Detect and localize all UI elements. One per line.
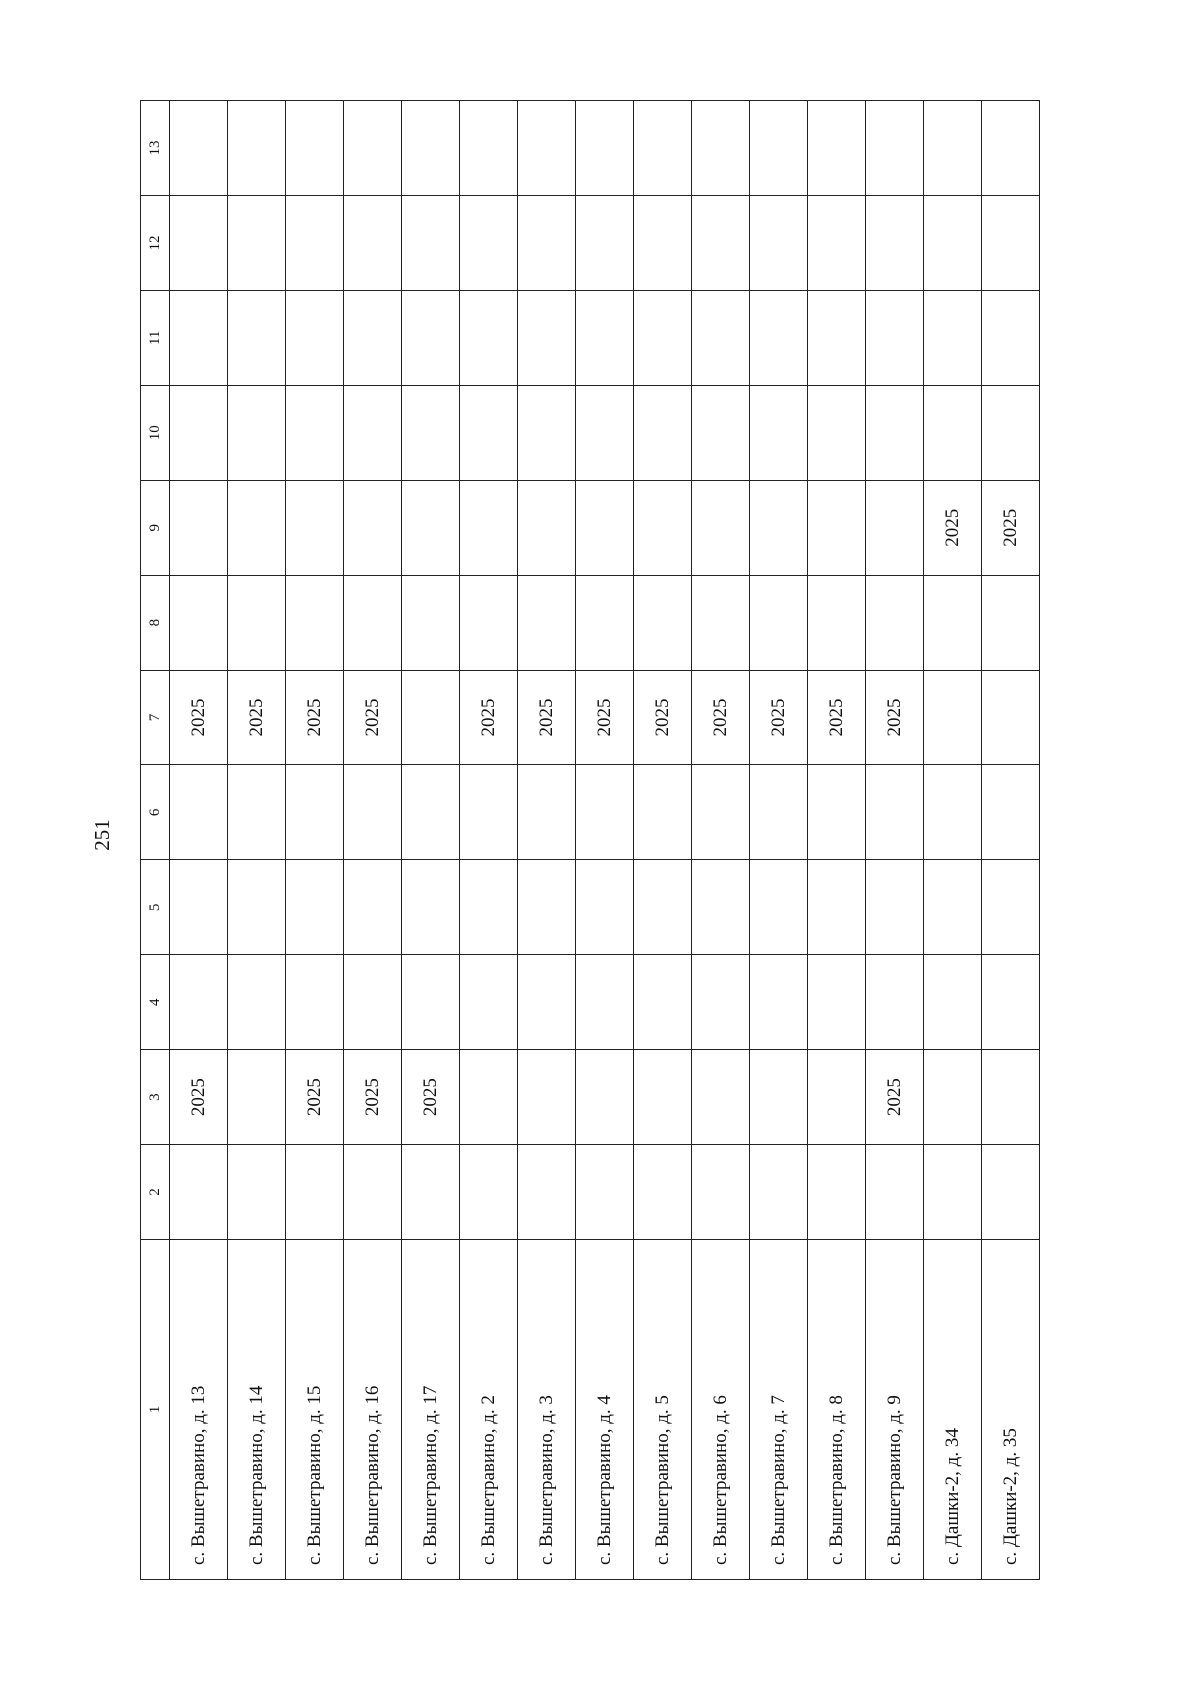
year-cell: 2025 xyxy=(460,670,518,765)
year-cell xyxy=(344,575,402,670)
year-cell xyxy=(750,575,808,670)
year-cell xyxy=(170,860,228,955)
year-cell xyxy=(692,575,750,670)
year-cell xyxy=(982,290,1040,385)
year-cell xyxy=(866,765,924,860)
table-row xyxy=(750,101,808,1580)
address-cell: с. Вышетравино, д. 8 xyxy=(808,1240,866,1580)
year-cell xyxy=(402,765,460,860)
table-row xyxy=(170,101,228,1580)
year-cell xyxy=(286,480,344,575)
year-cell xyxy=(750,385,808,480)
year-cell xyxy=(924,385,982,480)
year-cell xyxy=(518,1050,576,1145)
year-cell: 2025 xyxy=(170,670,228,765)
rotated-table-container xyxy=(140,100,1060,1580)
year-cell xyxy=(866,860,924,955)
year-cell xyxy=(692,765,750,860)
year-cell xyxy=(460,860,518,955)
year-cell xyxy=(750,196,808,291)
schedule-table xyxy=(140,100,1040,1580)
year-cell xyxy=(982,1050,1040,1145)
year-cell xyxy=(982,196,1040,291)
year-cell: 2025 xyxy=(576,670,634,765)
column-header: 7 xyxy=(141,670,170,765)
year-cell xyxy=(576,575,634,670)
year-cell xyxy=(460,480,518,575)
year-cell xyxy=(228,575,286,670)
year-cell xyxy=(692,1145,750,1240)
year-cell xyxy=(228,860,286,955)
column-header: 12 xyxy=(141,196,170,291)
table-row xyxy=(866,101,924,1580)
year-cell xyxy=(692,860,750,955)
year-cell: 2025 xyxy=(750,670,808,765)
table-row xyxy=(924,101,982,1580)
year-cell xyxy=(924,196,982,291)
year-cell xyxy=(866,290,924,385)
year-cell xyxy=(982,765,1040,860)
year-cell xyxy=(924,1145,982,1240)
year-cell xyxy=(750,1145,808,1240)
column-header: 2 xyxy=(141,1145,170,1240)
year-cell xyxy=(634,1050,692,1145)
year-cell xyxy=(402,860,460,955)
table-row xyxy=(982,101,1040,1580)
address-cell: с. Вышетравино, д. 3 xyxy=(518,1240,576,1580)
year-cell xyxy=(228,1050,286,1145)
year-cell xyxy=(634,1145,692,1240)
year-cell xyxy=(982,1145,1040,1240)
address-cell: с. Вышетравино, д. 2 xyxy=(460,1240,518,1580)
address-cell: с. Вышетравино, д. 13 xyxy=(170,1240,228,1580)
year-cell xyxy=(866,1145,924,1240)
year-cell xyxy=(634,196,692,291)
year-cell xyxy=(634,575,692,670)
year-cell xyxy=(228,955,286,1050)
year-cell xyxy=(808,196,866,291)
year-cell xyxy=(808,290,866,385)
year-cell xyxy=(344,385,402,480)
year-cell xyxy=(634,290,692,385)
year-cell xyxy=(402,385,460,480)
year-cell xyxy=(170,385,228,480)
year-cell xyxy=(228,765,286,860)
address-cell: с. Вышетравино, д. 15 xyxy=(286,1240,344,1580)
year-cell xyxy=(228,290,286,385)
year-cell xyxy=(344,955,402,1050)
table-row xyxy=(228,101,286,1580)
year-cell xyxy=(750,101,808,196)
year-cell xyxy=(460,765,518,860)
year-cell xyxy=(808,955,866,1050)
year-cell xyxy=(576,765,634,860)
year-cell xyxy=(170,575,228,670)
year-cell xyxy=(286,101,344,196)
year-cell xyxy=(808,1145,866,1240)
year-cell xyxy=(170,765,228,860)
year-cell xyxy=(924,1050,982,1145)
table-header-row xyxy=(141,101,170,1580)
year-cell xyxy=(982,575,1040,670)
year-cell xyxy=(866,385,924,480)
year-cell xyxy=(228,1145,286,1240)
address-cell: с. Вышетравино, д. 17 xyxy=(402,1240,460,1580)
year-cell xyxy=(576,1050,634,1145)
year-cell xyxy=(170,101,228,196)
year-cell xyxy=(634,765,692,860)
year-cell xyxy=(286,385,344,480)
table-row xyxy=(460,101,518,1580)
year-cell xyxy=(982,385,1040,480)
year-cell xyxy=(692,480,750,575)
column-header: 6 xyxy=(141,765,170,860)
address-cell: с. Вышетравино, д. 14 xyxy=(228,1240,286,1580)
year-cell xyxy=(924,290,982,385)
year-cell xyxy=(402,101,460,196)
year-cell xyxy=(518,575,576,670)
year-cell xyxy=(576,1145,634,1240)
year-cell xyxy=(692,385,750,480)
year-cell xyxy=(460,196,518,291)
year-cell: 2025 xyxy=(286,1050,344,1145)
year-cell xyxy=(692,955,750,1050)
column-header: 8 xyxy=(141,575,170,670)
column-header: 1 xyxy=(141,1240,170,1580)
table-body xyxy=(170,101,1040,1580)
year-cell xyxy=(344,101,402,196)
table-row xyxy=(576,101,634,1580)
year-cell xyxy=(170,196,228,291)
year-cell xyxy=(692,196,750,291)
year-cell xyxy=(750,480,808,575)
year-cell xyxy=(808,480,866,575)
year-cell xyxy=(924,575,982,670)
year-cell xyxy=(634,101,692,196)
year-cell xyxy=(924,860,982,955)
year-cell xyxy=(750,1050,808,1145)
address-cell: с. Вышетравино, д. 6 xyxy=(692,1240,750,1580)
year-cell xyxy=(576,385,634,480)
year-cell: 2025 xyxy=(866,1050,924,1145)
year-cell xyxy=(692,101,750,196)
year-cell: 2025 xyxy=(402,1050,460,1145)
year-cell: 2025 xyxy=(286,670,344,765)
year-cell xyxy=(344,1145,402,1240)
year-cell xyxy=(286,955,344,1050)
year-cell xyxy=(228,101,286,196)
address-cell: с. Дашки-2, д. 35 xyxy=(982,1240,1040,1580)
address-cell: с. Вышетравино, д. 7 xyxy=(750,1240,808,1580)
year-cell xyxy=(924,955,982,1050)
year-cell: 2025 xyxy=(808,670,866,765)
column-header: 5 xyxy=(141,860,170,955)
year-cell xyxy=(344,860,402,955)
year-cell xyxy=(982,670,1040,765)
year-cell xyxy=(170,480,228,575)
year-cell xyxy=(228,196,286,291)
year-cell xyxy=(460,101,518,196)
address-cell: с. Вышетравино, д. 5 xyxy=(634,1240,692,1580)
year-cell xyxy=(576,480,634,575)
year-cell xyxy=(634,385,692,480)
table-row xyxy=(634,101,692,1580)
year-cell xyxy=(518,290,576,385)
year-cell xyxy=(460,575,518,670)
year-cell: 2025 xyxy=(228,670,286,765)
column-header: 9 xyxy=(141,480,170,575)
year-cell xyxy=(286,1145,344,1240)
year-cell xyxy=(286,290,344,385)
year-cell xyxy=(518,1145,576,1240)
year-cell xyxy=(402,955,460,1050)
year-cell xyxy=(518,860,576,955)
page-number: 251 xyxy=(90,819,114,851)
year-cell: 2025 xyxy=(518,670,576,765)
year-cell xyxy=(344,480,402,575)
year-cell xyxy=(866,101,924,196)
year-cell xyxy=(460,290,518,385)
year-cell xyxy=(634,480,692,575)
table-row xyxy=(808,101,866,1580)
year-cell xyxy=(402,480,460,575)
year-cell xyxy=(750,765,808,860)
year-cell xyxy=(750,860,808,955)
year-cell xyxy=(982,955,1040,1050)
year-cell xyxy=(866,480,924,575)
year-cell xyxy=(170,955,228,1050)
year-cell xyxy=(518,385,576,480)
year-cell xyxy=(924,765,982,860)
year-cell xyxy=(286,860,344,955)
year-cell xyxy=(286,765,344,860)
year-cell xyxy=(576,101,634,196)
year-cell xyxy=(286,196,344,291)
year-cell: 2025 xyxy=(982,480,1040,575)
address-cell: с. Дашки-2, д. 34 xyxy=(924,1240,982,1580)
column-header: 13 xyxy=(141,101,170,196)
year-cell xyxy=(518,955,576,1050)
year-cell: 2025 xyxy=(344,670,402,765)
year-cell xyxy=(228,480,286,575)
year-cell xyxy=(576,196,634,291)
column-header: 10 xyxy=(141,385,170,480)
year-cell xyxy=(344,765,402,860)
year-cell xyxy=(344,290,402,385)
year-cell xyxy=(518,480,576,575)
address-cell: с. Вышетравино, д. 16 xyxy=(344,1240,402,1580)
year-cell: 2025 xyxy=(634,670,692,765)
year-cell: 2025 xyxy=(344,1050,402,1145)
table-row xyxy=(518,101,576,1580)
year-cell xyxy=(576,860,634,955)
year-cell xyxy=(402,290,460,385)
year-cell xyxy=(518,765,576,860)
year-cell xyxy=(750,290,808,385)
table-row xyxy=(286,101,344,1580)
year-cell xyxy=(808,101,866,196)
year-cell: 2025 xyxy=(170,1050,228,1145)
year-cell xyxy=(460,1050,518,1145)
year-cell xyxy=(808,575,866,670)
year-cell xyxy=(170,1145,228,1240)
year-cell xyxy=(750,955,808,1050)
year-cell xyxy=(924,101,982,196)
year-cell xyxy=(982,101,1040,196)
table-row xyxy=(692,101,750,1580)
year-cell xyxy=(402,575,460,670)
year-cell xyxy=(344,196,402,291)
table-row xyxy=(344,101,402,1580)
year-cell: 2025 xyxy=(924,480,982,575)
year-cell xyxy=(402,196,460,291)
column-header: 4 xyxy=(141,955,170,1050)
year-cell xyxy=(808,1050,866,1145)
year-cell xyxy=(634,955,692,1050)
year-cell xyxy=(460,1145,518,1240)
year-cell xyxy=(518,101,576,196)
year-cell xyxy=(460,385,518,480)
year-cell xyxy=(634,860,692,955)
year-cell xyxy=(808,765,866,860)
year-cell: 2025 xyxy=(692,670,750,765)
year-cell xyxy=(402,670,460,765)
year-cell xyxy=(866,575,924,670)
address-cell: с. Вышетравино, д. 9 xyxy=(866,1240,924,1580)
year-cell xyxy=(924,670,982,765)
year-cell xyxy=(460,955,518,1050)
year-cell xyxy=(170,290,228,385)
year-cell xyxy=(692,1050,750,1145)
year-cell xyxy=(808,860,866,955)
year-cell xyxy=(982,860,1040,955)
year-cell xyxy=(576,290,634,385)
year-cell xyxy=(228,385,286,480)
column-header: 11 xyxy=(141,290,170,385)
table-row xyxy=(402,101,460,1580)
address-cell: с. Вышетравино, д. 4 xyxy=(576,1240,634,1580)
year-cell xyxy=(576,955,634,1050)
year-cell xyxy=(286,575,344,670)
year-cell xyxy=(866,196,924,291)
year-cell xyxy=(518,196,576,291)
year-cell xyxy=(402,1145,460,1240)
year-cell: 2025 xyxy=(866,670,924,765)
year-cell xyxy=(866,955,924,1050)
column-header: 3 xyxy=(141,1050,170,1145)
year-cell xyxy=(808,385,866,480)
year-cell xyxy=(692,290,750,385)
